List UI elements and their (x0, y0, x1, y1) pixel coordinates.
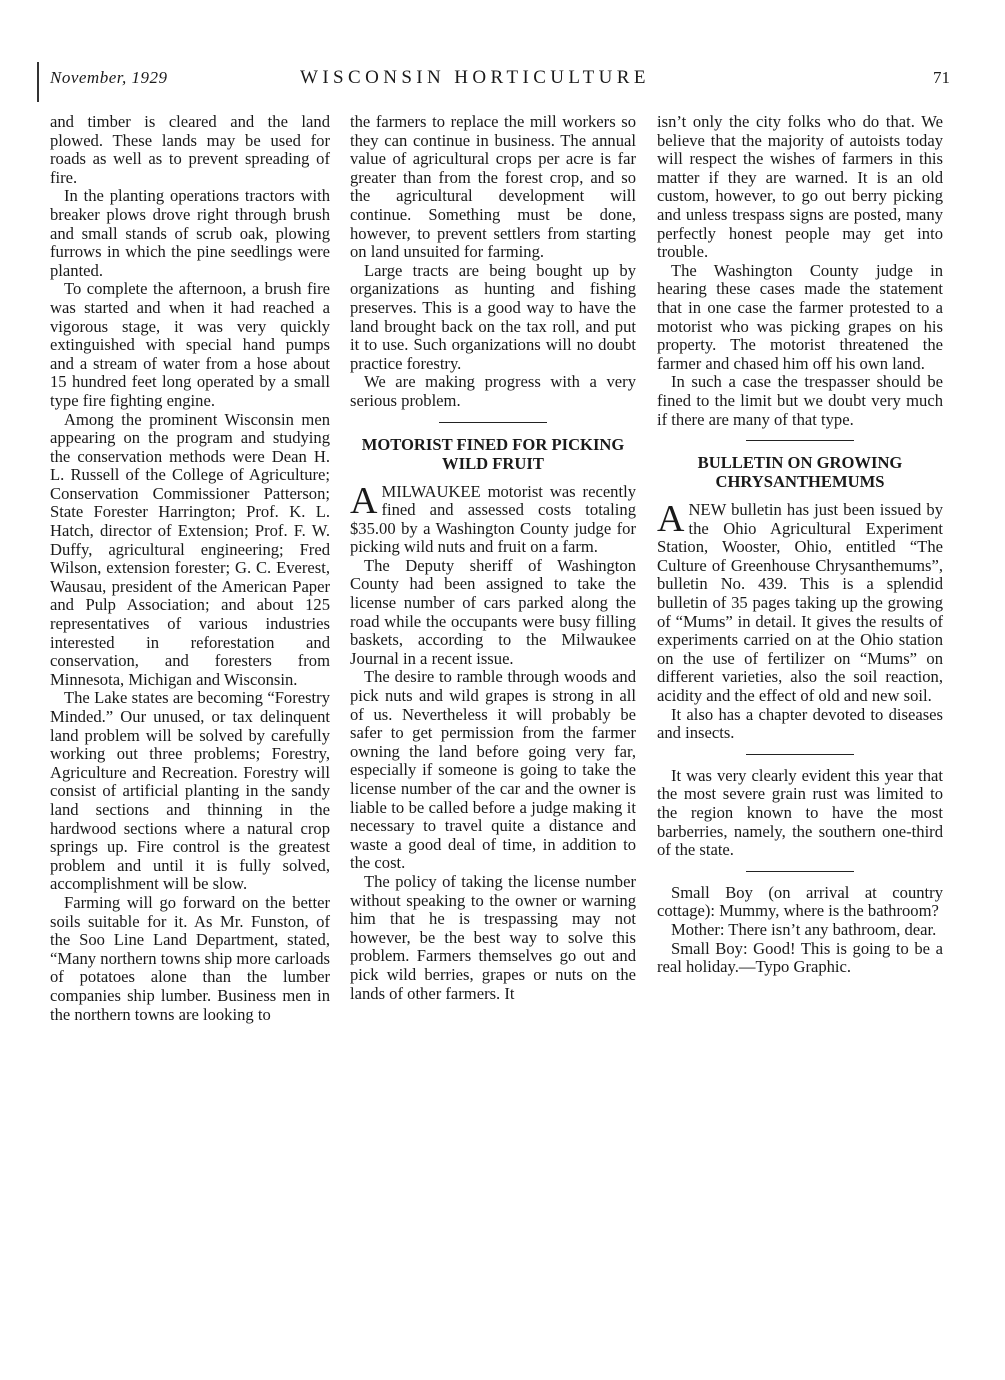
lead-text: MILWAUKEE motorist was recently fined and assessed costs totaling $35.00 by a Washington County judge for picking wild nuts and fruit on a farm. (350, 481, 636, 557)
lead-text: NEW bulletin has just been issued by the Ohio Agricultural Experiment Station, Wooster, Ohio, entitled “The Culture of Greenhouse Chrysanthemums”, bulletin No. 439. This is a splendid bulletin of 35 pages taking up the growing of “Mums” in detail. It gives the results of experiments carried on at the Ohio station on the use of fertilizer on “Mums” on different varieties, also the soil reaction, acidity and the effect of old and new soil. (657, 500, 943, 706)
paragraph: To complete the afternoon, a brush fire was started and when it had reached a vigorous stage, it was very quickly extinguished with special hand pumps and a stream of water from a hose about 15 hundred feet long operated by a small type fire fighting engine. (50, 279, 330, 410)
paragraph: The Deputy sheriff of Washington County had been assigned to take the license number of cars parked along the road while the occupants were busy filling baskets, according to the Milwaukee Journal in a recent issue. (350, 555, 636, 668)
paragraph: It was very clearly evident this year that the most severe grain rust was limited to the region known to have the most barberries, namely, the southern one-third of the state. (657, 765, 943, 860)
paragraph: The desire to ramble through woods and pick nuts and wild grapes is strong in all of us. Nevertheless it will probably be safer to get permission from the farmer owning the land before going very far, especially if someone is going to take the license number of the car and the owner is liable to be called before a judge making it necessary to travel quite a distance and waste a good deal of time, in addition to the cost. (350, 667, 636, 873)
paragraph: The Lake states are becoming “Forestry Minded.” Our unused, or tax delinquent land problem will be solved by carefully working out three problems; Forestry, Agriculture and Recreation. Forestry will consist of artificial planting in the sandy land sections and thinning in the hardwood sections where a natural crop springs up. Fire control is the greatest problem and until it is fully solved, accomplishment will be slow. (50, 688, 330, 894)
column-1 (50, 113, 330, 1024)
paragraph: In the planting operations tractors with breaker plows drove right through brush and small stands of scrub oak, plowing furrows in which the pine seedlings were planted. (50, 186, 330, 280)
paragraph: The Washington County judge in hearing these cases made the statement that in one case the farmer protested to a motorist who was picking grapes on his property. The motorist threatened the farmer and chased him off his own land. (657, 260, 943, 373)
drop-cap: A (657, 498, 685, 541)
paragraph: Large tracts are being bought up by organizations as hunting and fishing preserves. This is a good way to have the land brought back on the tax roll, and put it to use. Such organizations will no doubt practice forestry. (350, 260, 636, 373)
journal-title: WISCONSIN HORTICULTURE (300, 67, 650, 88)
divider (439, 422, 547, 423)
paragraph: In such a case the trespasser should be fined to the limit but we doubt very much if there are many of that type. (657, 372, 943, 429)
paragraph-lead (350, 479, 636, 557)
paragraph-lead (657, 498, 943, 706)
article-heading-motorist: MOTORIST FINED FOR PICKING WILD FRUIT (361, 434, 625, 473)
divider (746, 754, 854, 755)
paragraph: Among the prominent Wisconsin men appearing on the program and studying the conservation methods were Dean H. L. Russell of the College of Agriculture; Conservation Commissioner Patterson; State Forester Harrington; Prof. K. L. Hatch, director of Extension; Prof. F. W. Duffy, agricultural engineering; Fred Wilson, extension forester; G. C. Everest, Wausau, president of the American Paper and Pulp Association; and about 125 representatives of various industries interested in reforestation and conservation, and foresters from Minnesota, Michigan and Wisconsin. (50, 409, 330, 689)
paragraph: the farmers to replace the mill workers so they can continue in business. The annual value of agricultural crops per acre is far greater than from the forest crop, and so the agricultural development will continue. Something must be done, however, to prevent settlers from starting on land unsuited for farming. (350, 112, 636, 262)
page-number: 71 (933, 68, 950, 87)
paragraph: The policy of taking the license number without speaking to the owner or warning him that he is trespassing may not however, be the best way to solve this problem. Farmers themselves go out and pick wild berries, grapes or nuts on the lands of other farmers. It (350, 871, 636, 1003)
paragraph: It also has a chapter devoted to diseases and insects. (657, 704, 943, 743)
paragraph: and timber is cleared and the land plowed. These lands may be used for roads as well as to prevent spreading of fire. (50, 112, 330, 187)
margin-rule (37, 62, 39, 102)
column-2 (350, 113, 636, 1003)
column-3 (657, 113, 943, 977)
drop-cap: A (350, 479, 378, 522)
paragraph: Mother: There isn’t any bathroom, dear. (671, 919, 937, 939)
paragraph: isn’t only the city folks who do that. We believe that the majority of autoists today will respect the wishes of farmers in this matter if they are warned. It is an old custom, however, to go out berry picking and unless trespass signs are posted, many perfectly honest people may get into trouble. (657, 112, 943, 262)
paragraph: We are making progress with a very serious problem. (350, 372, 636, 410)
divider (746, 871, 854, 872)
paragraph: Small Boy: Good! This is going to be a real holiday.—Typo Graphic. (657, 938, 943, 977)
article-heading-bulletin: BULLETIN ON GROWING CHRYSANTHEMUMS (697, 453, 903, 492)
paragraph: Small Boy (on arrival at country cottage): Mummy, where is the bathroom? (657, 882, 943, 921)
issue-date: November, 1929 (50, 68, 168, 87)
paragraph: Farming will go forward on the better soils suitable for it. As Mr. Funston, of the Soo Line Land Department, stated, “Many northern towns ship more carloads of potatoes alone than the lumber companies ship lumber. Business men in the northern towns are looking to (50, 892, 330, 1024)
divider (746, 440, 854, 441)
running-header (50, 68, 950, 94)
